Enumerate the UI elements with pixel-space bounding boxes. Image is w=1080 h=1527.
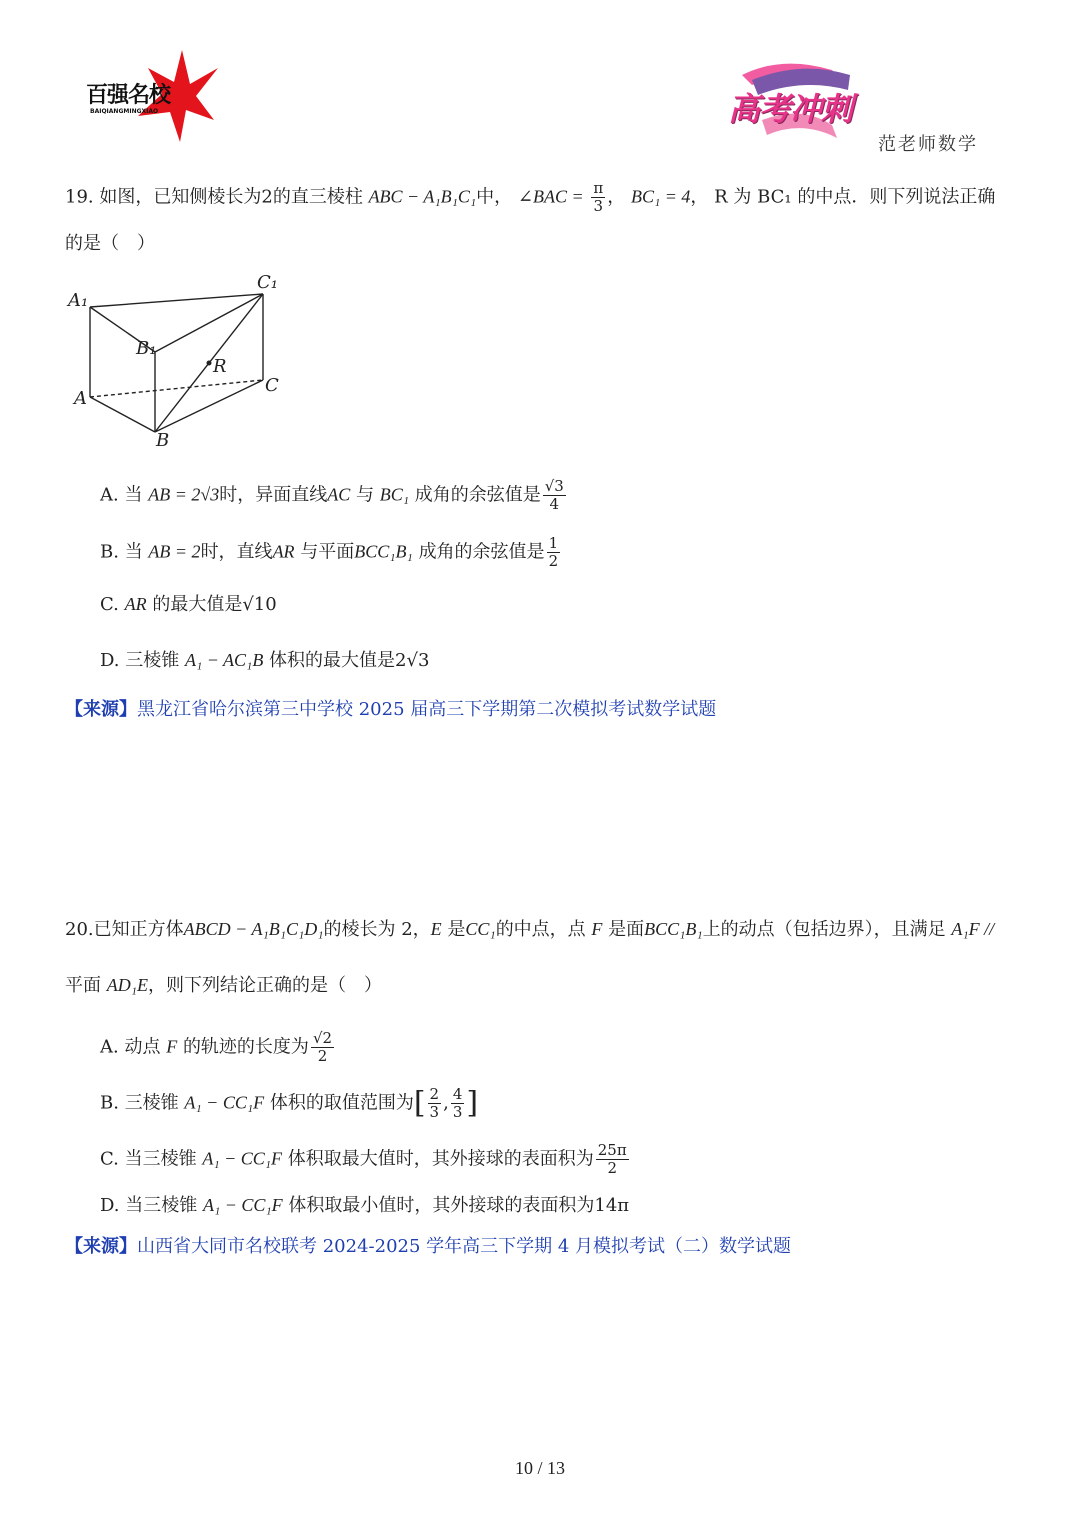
option-text: 动点: [124, 1036, 161, 1058]
frac-den: 2: [607, 1159, 617, 1177]
label-A1: A₁: [68, 290, 89, 311]
q20-option-b[interactable]: B. 三棱锥 A₁ − CC₁F 体积的取值范围为[ $\frac{2}{3}$ , $\frac{4}{3}$ ]: [100, 1085, 479, 1121]
label-B: B: [156, 430, 170, 451]
label-A: A: [74, 388, 87, 409]
q20-plane: AD₁E: [106, 975, 148, 995]
frac-num: 25π: [597, 1141, 627, 1159]
q20-cube: ABCD − A₁B₁C₁D₁: [183, 919, 324, 939]
q20-point-f: F: [591, 919, 603, 939]
option-label: A.: [100, 1036, 119, 1058]
option-math: AB = 2: [148, 541, 201, 562]
source-tag: 【来源】: [65, 1236, 137, 1257]
option-math: AR: [124, 594, 147, 614]
label-R: R: [213, 356, 227, 377]
q20-option-d[interactable]: [100, 1192, 629, 1219]
range-low: [428, 1086, 442, 1121]
frac-den: 2: [317, 1047, 328, 1065]
option-label: B.: [100, 1092, 119, 1114]
q20-text: ，则下列结论正确的是（ ）: [147, 975, 382, 996]
q19-stem-text1: 如图，已知侧棱长为: [99, 186, 262, 208]
option-label: D.: [100, 1195, 120, 1216]
q20-text: 是: [447, 919, 466, 940]
option-label: C.: [100, 594, 119, 615]
frac-num: 4: [452, 1085, 463, 1103]
q19-option-c[interactable]: [100, 591, 277, 618]
label-C: C: [265, 375, 279, 396]
frac-num: π: [593, 179, 604, 197]
frac-num: √2: [312, 1029, 333, 1047]
frac-den: 3: [452, 1103, 463, 1121]
option-label: A.: [100, 484, 119, 506]
q20-source: [65, 1235, 791, 1259]
q19-figure: [60, 272, 290, 452]
q20-parallel: A₁F //: [951, 919, 995, 939]
frac-num: 2: [429, 1085, 440, 1103]
range-high: [451, 1086, 465, 1121]
option-text: 的最大值是: [152, 594, 243, 615]
option-math: F: [166, 1036, 178, 1057]
q19-angle: ∠BAC =: [517, 186, 584, 207]
option-text: 时，异面直线: [219, 484, 328, 506]
q19-option-a[interactable]: [100, 478, 568, 513]
q20-point-e: E: [430, 919, 442, 939]
option-text: 与: [355, 484, 374, 506]
option-label: B.: [100, 541, 119, 563]
q19-number: 19.: [65, 186, 94, 208]
option-math: BC₁: [379, 484, 409, 505]
option-math: A₁ − CC₁F: [184, 1092, 265, 1113]
frac-num: √3: [544, 477, 564, 495]
frac-den: 3: [593, 197, 604, 215]
option-math: 2√3: [395, 650, 430, 671]
q20-option-a[interactable]: [100, 1030, 336, 1065]
q20-option-c[interactable]: [100, 1142, 631, 1177]
left-logo: [78, 46, 223, 146]
option-math: AC: [327, 484, 351, 505]
q20-text: 已知正方体: [93, 919, 184, 940]
q19-stem: 19. 如图，已知侧棱长为2的直三棱柱 ABC − A₁B₁C₁中， ∠BAC = $\frac{\pi}{3}$ ， BC₁ = 4， R 为 BC₁ 的中点．则下列说法正确: [65, 179, 996, 215]
q20-text: 的棱长为 2，: [323, 919, 431, 940]
option-math: A₁ − CC₁F: [202, 1195, 283, 1215]
option-fraction: [543, 478, 566, 513]
option-math: 14π: [594, 1195, 630, 1216]
frac-num: 1: [548, 534, 559, 552]
option-math: A₁ − CC₁F: [202, 1148, 282, 1169]
option-text: 当: [124, 541, 143, 563]
q20-stem: [65, 916, 1025, 943]
frac-den: 4: [549, 495, 560, 513]
q20-face: BCC₁B₁: [644, 919, 703, 939]
option-text: 当三棱锥: [125, 1195, 198, 1216]
option-text: 成角的余弦值是: [414, 484, 541, 506]
option-label: D.: [100, 650, 120, 671]
q19-stem-lateral: 2: [261, 186, 273, 208]
author-name: 范老师数学: [878, 134, 978, 155]
left-logo-subtext: BAIQIANGMINGXIAO: [90, 108, 159, 115]
option-label: C.: [100, 1148, 119, 1170]
option-fraction: [311, 1030, 334, 1065]
q19-prism: ABC − A₁B₁C₁: [368, 186, 477, 207]
option-math: AB = 2√3: [148, 484, 220, 505]
q19-stem-text2: 的直三棱柱: [272, 186, 363, 208]
option-text: 体积取最小值时，其外接球的表面积为: [288, 1195, 595, 1216]
option-text: 当: [124, 484, 143, 506]
frac-den: 2: [548, 552, 559, 570]
option-text: 的轨迹的长度为: [182, 1036, 309, 1058]
option-math: A₁ − AC₁B: [184, 650, 264, 670]
label-C1: C₁: [257, 272, 278, 293]
option-text: 体积的最大值是: [269, 650, 396, 671]
option-text: 体积取最大值时，其外接球的表面积为: [287, 1148, 594, 1170]
q19-stem-text3: 中，: [476, 186, 513, 208]
option-fraction: [596, 1142, 629, 1177]
label-B1: B₁: [136, 338, 157, 359]
source-text: 黑龙江省哈尔滨第三中学校 2025 届高三下学期第二次模拟考试数学试题: [137, 699, 717, 720]
option-text: 三棱锥: [124, 1092, 179, 1114]
right-logo: [722, 50, 872, 145]
frac-den: 3: [429, 1103, 440, 1121]
q20-number: 20.: [65, 919, 94, 940]
right-logo-text: 高考冲刺: [728, 90, 853, 128]
q19-angle-fraction: [591, 180, 605, 215]
option-text: 当三棱锥: [124, 1148, 197, 1170]
q19-stem-text4: R 为 BC₁ 的中点．则下列说法正确: [714, 186, 996, 208]
option-text: 体积的取值范围为: [269, 1092, 414, 1114]
q19-option-b[interactable]: [100, 535, 562, 570]
q20-text: 是面: [608, 919, 645, 940]
option-text: 时，直线: [200, 541, 273, 563]
q20-edge: CC₁: [465, 919, 496, 939]
prism-diagram: [60, 272, 290, 452]
option-math: √10: [242, 594, 277, 615]
source-text: 山西省大同市名校联考 2024-2025 学年高三下学期 4 月模拟考试（二）数学试题: [137, 1236, 792, 1257]
q20-text: 上的动点（包括边界），且满足: [702, 919, 946, 940]
page-number: 10 / 13: [514, 1458, 565, 1478]
q19-source: [65, 698, 716, 722]
q19-option-d[interactable]: [100, 647, 429, 674]
q19-condition: BC₁ = 4: [630, 186, 691, 207]
q20-stem-line2: [65, 972, 382, 999]
source-tag: 【来源】: [65, 699, 137, 720]
option-math: BCC₁B₁: [354, 541, 413, 562]
option-text: 与平面: [300, 541, 355, 563]
q20-text: 平面: [65, 975, 101, 996]
q20-text: 的中点，点: [495, 919, 586, 940]
option-math: AR: [272, 541, 295, 562]
option-fraction: [547, 535, 561, 570]
option-text: 成角的余弦值是: [418, 541, 545, 563]
left-logo-text: 百强名校: [86, 83, 171, 108]
option-text: 三棱锥: [125, 650, 180, 671]
q19-stem-line2: 的是（ ）: [65, 233, 155, 254]
